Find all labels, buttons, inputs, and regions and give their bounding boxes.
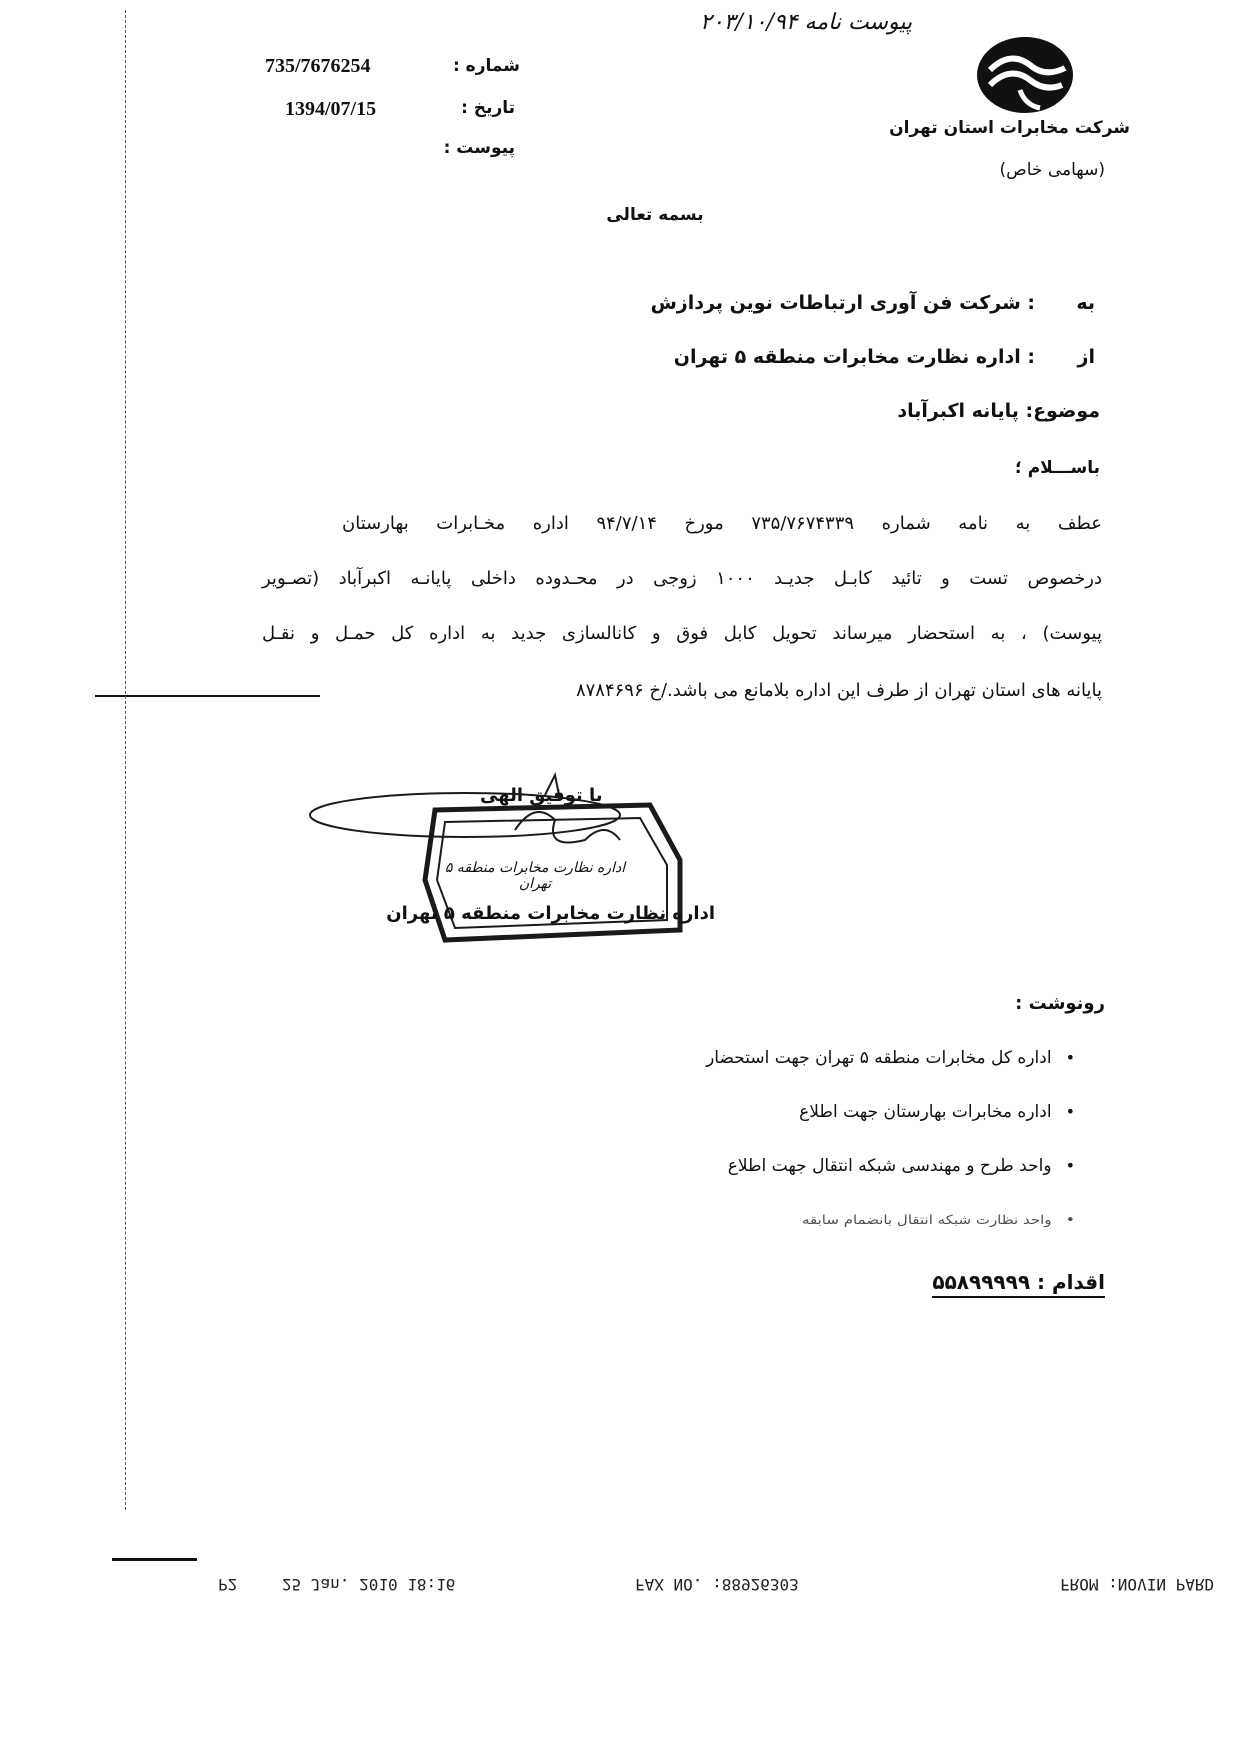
from-label: از: [1077, 346, 1095, 368]
attachment-label: پیوست :: [443, 138, 515, 158]
fax-page: P2: [218, 1575, 238, 1594]
fax-mark: [112, 1558, 197, 1561]
number-label: شماره :: [452, 56, 520, 76]
cc-label: رونوشت :: [1015, 993, 1105, 1014]
stamp-line: اداره نظارت مخابرات منطقه ۵ تهران: [444, 860, 626, 892]
body-line-3: پیوست) ، به استحضار میرساند تحویل کابل فوق و کانالسازی جدید به اداره کل حمـل و نقـل: [262, 623, 1102, 644]
fold-line: [125, 10, 126, 1510]
letter-date: 1394/07/15: [285, 98, 377, 120]
body-line-2: درخصوص تست و تائید کابـل جدیـد ۱۰۰۰ زوجی در محـدوده داخلی پایانـه اکبرآباد (تصـویر: [262, 568, 1102, 589]
to-label: به: [1076, 292, 1095, 314]
company-type: (سهامی خاص): [999, 160, 1105, 180]
cc-item: • اداره کل مخابرات منطقه ۵ تهران جهت استحضار: [706, 1048, 1075, 1068]
cc-item: • اداره مخابرات بهارستان جهت اطلاع: [799, 1102, 1075, 1122]
signer-title: اداره نظارت مخابرات منطقه ۵ تهران: [386, 903, 715, 924]
closing: با توفیق الهی: [480, 785, 603, 806]
body-line-1: عطف به نامه شماره ۷۳۵/۷۶۷۴۳۳۹ مورخ ۹۴/۷/۱۴ اداره مخـابرات بهارستان: [342, 513, 1102, 534]
fax-from: FROM :NOVIN PARD: [1060, 1575, 1215, 1594]
fax-date: 25 Jan. 2010 18:16: [282, 1575, 456, 1594]
date-label: تاریخ :: [461, 98, 515, 118]
salutation: بسمه تعالی: [606, 205, 704, 225]
cc-item: • واحد طرح و مهندسی شبکه انتقال جهت اطلاع: [728, 1156, 1075, 1176]
tci-logo-icon: [970, 30, 1080, 120]
margin-mark: [95, 695, 320, 697]
subject: موضوع: پایانه اکبرآباد: [897, 400, 1100, 422]
body-line-4: پایانه های استان تهران از طرف این اداره بلامانع می باشد./خ ۸۷۸۴۶۹۶: [575, 680, 1102, 701]
from-value: : اداره نظارت مخابرات منطقه ۵ تهران: [673, 346, 1035, 368]
company-name: شرکت مخابرات استان تهران: [889, 118, 1130, 138]
handwritten-annotation: پیوست نامه ۲۰۳/۱۰/۹۴: [700, 10, 913, 35]
to-value: : شرکت فن آوری ارتباطات نوین پردازش: [650, 292, 1035, 314]
letter-number: 735/7676254: [265, 55, 371, 77]
fax-number: FAX NO. :88926303: [635, 1575, 799, 1594]
greeting: باســـلام ؛: [1015, 458, 1100, 478]
action-code: اقدام : ۵۵۸۹۹۹۹۹: [932, 1270, 1105, 1298]
cc-item: • واحد نظارت شبکه انتقال بانضمام سابقه: [802, 1211, 1075, 1227]
